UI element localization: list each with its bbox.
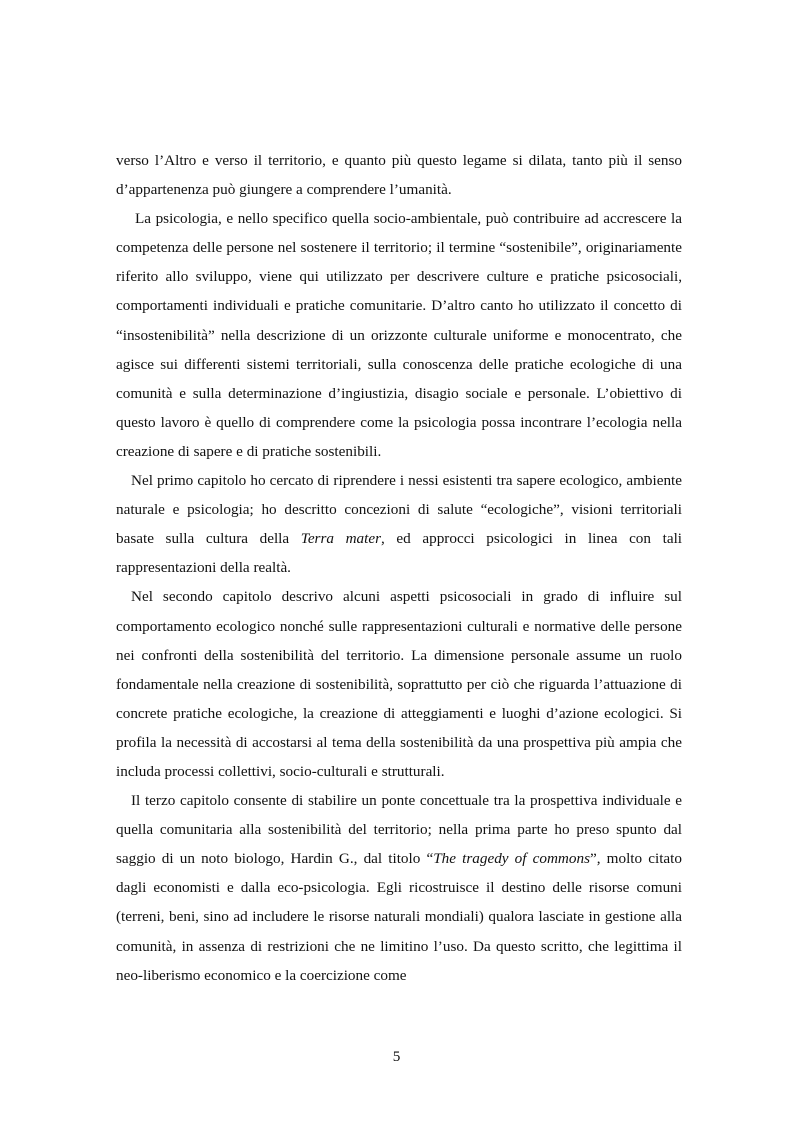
paragraph-5-text-a: Il terzo capitolo consente di stabilire un ponte concettuale tra la prospettiva individuale e quella comunitaria alla sostenibilità del territorio; nella prima parte ho preso spunto dal saggio di un noto biologo, Hardin G., dal titolo “ [116, 792, 682, 868]
paragraph-5 [116, 786, 682, 990]
paragraph-2-text: La psicologia, e nello specifico quella socio-ambientale, può contribuire ad accrescere la competenza delle persone nel sostenere il territorio; il termine “sostenibile”, originariamente riferito allo sviluppo, viene qui utilizzato per descrivere culture e pratiche psicosociali, comportamenti individuali e pratiche comunitarie. D’altro canto ho utilizzato il concetto di “insostenibilità” nella descrizione di un orizzonte culturale uniforme e monocentrato, che agisce sui differenti sistemi territoriali, sulla conoscenza delle pratiche ecologiche di una comunità e sulla determinazione d’ingiustizia, disagio sociale e personale. L’obiettivo di questo lavoro è quello di comprendere come la psicologia possa incontrare l’ecologia nella creazione di sapere e di pratiche sostenibili. [116, 210, 682, 460]
paragraph-5-text-b: ”, molto citato dagli economisti e dalla eco-psicologia. Egli ricostruisce il destino delle risorse comuni (terreni, beni, sino ad includere le risorse naturali mondiali) qualora lasciate in gestione alla comunità, in assenza di restrizioni che ne limitino l’uso. Da questo scritto, che legittima il neo-liberismo economico e la coercizione come [116, 850, 682, 984]
paragraph-1-text: verso l’Altro e verso il territorio, e quanto più questo legame si dilata, tanto più il senso d’appartenenza può giungere a comprendere l’umanità. [116, 152, 682, 199]
page-number: 5 [392, 1048, 401, 1065]
paragraph-4 [116, 582, 682, 786]
paragraph-3-italic-terra-mater: Terra mater [300, 530, 382, 548]
paragraph-4-text: Nel secondo capitolo descrivo alcuni aspetti psicosociali in grado di influire sul comportamento ecologico nonché sulle rappresentazioni culturali e normative delle persone nei confronti della sostenibilità del territorio. La dimensione personale assume un ruolo fondamentale nella creazione di sostenibilità, soprattutto per ciò che riguarda l’attuazione di concrete pratiche ecologiche, la creazione di atteggiamenti e luoghi d’azione ecologici. Si profila la necessità di accostarsi al tema della sostenibilità da una prospettiva più ampia che includa processi collettivi, socio-culturali e strutturali. [116, 588, 682, 780]
paragraph-3-text-a: Nel primo capitolo ho cercato di riprendere i nessi esistenti tra sapere ecologico, ambiente naturale e psicologia; ho descritto concezioni di salute “ecologiche”, visioni territoriali basate sulla cultura della [116, 472, 682, 548]
paragraph-3-text-b: , ed approcci psicologici in linea con tali rappresentazioni della realtà. [116, 530, 683, 577]
page-body [116, 146, 682, 990]
paragraph-2 [116, 204, 682, 466]
paragraph-1 [116, 146, 682, 204]
paragraph-3 [116, 466, 682, 582]
paragraph-5-italic-title: The tragedy of commons [433, 850, 590, 868]
